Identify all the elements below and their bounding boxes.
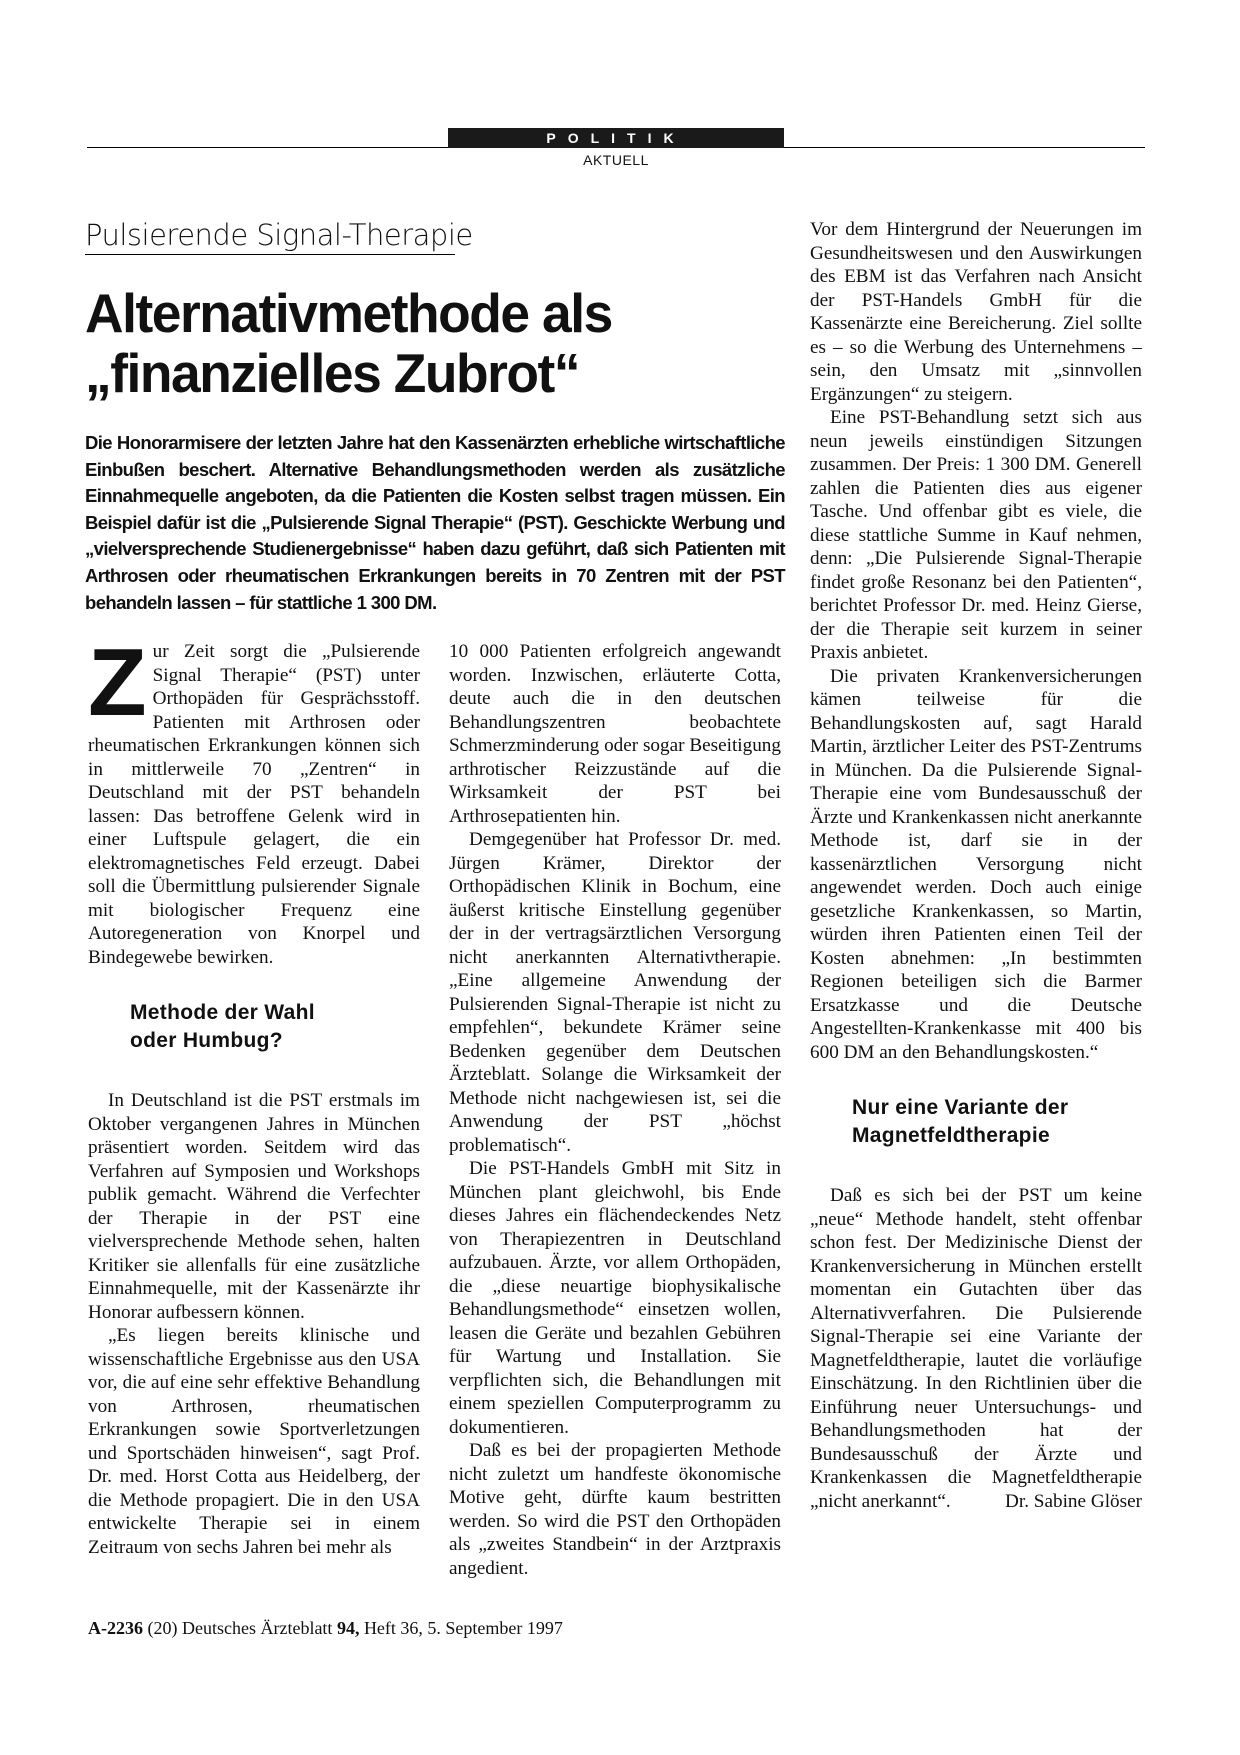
paragraph: Die privaten Krankenversicherungen kämen teilweise für die Behandlungskosten auf, sagt Harald Martin, ärztlicher Leiter des PST-Zentrums in München. Da die Pulsierende Signal-Therapie eine vom Bundesausschuß der Ärzte und Krankenkassen nicht anerkannte Methode ist, darf sie in der kassenärztlichen Versorgung nicht angewendet werden. Doch auch einige gesetzliche Krankenkassen, so Martin, würden ihren Patienten einen Teil der Kosten abnehmen: „In bestimmten Regionen beteiligen sich die Barmer Ersatzkasse und die Deutsche Angestellten-Krankenkasse mit 400 bis 600 DM an den Behandlungskosten.“ bbox=[810, 665, 1142, 1063]
subheading-line-2: oder Humbug? bbox=[130, 1029, 283, 1052]
page-footer bbox=[88, 1618, 563, 1639]
paragraph: Demgegenüber hat Professor Dr. med. Jürgen Krämer, Direktor der Orthopädischen Klinik in Bochum, eine äußerst kritische Einstellung gegenüber der in der vertragsärztlichen Versorgung nicht anerkannten Alternativtherapie. „Eine allgemeine Anwendung der Pulsierenden Signal-Therapie ist nicht zu empfehlen“, bekundete Krämer seine Bedenken gegenüber dem Deutschen Ärzteblatt. Solange die Wirksamkeit der Methode nicht nachgewiesen ist, sei die Anwendung der PST „höchst problematisch“. bbox=[449, 829, 781, 1156]
article-headline bbox=[85, 283, 764, 403]
drop-cap: Z bbox=[88, 629, 147, 736]
article-kicker: Pulsierende Signal-Therapie bbox=[85, 218, 455, 255]
article-column-3 bbox=[810, 218, 1142, 1513]
headline-line-1: Alternativmethode als bbox=[85, 282, 612, 344]
subheading-line-2: Magnetfeldtherapie bbox=[852, 1124, 1050, 1147]
footer-issue: Heft 36, 5. September 1997 bbox=[363, 1618, 563, 1638]
footer-publication: (20) Deutsches Ärzteblatt bbox=[147, 1618, 333, 1638]
paragraph bbox=[810, 1184, 1142, 1513]
paragraph: „Es liegen bereits klinische und wissenschaftliche Ergebnisse aus den USA vor, die auf eine sehr effektive Behandlung von Arthrosen, rheumatischen Erkrankungen sowie Sportverletzungen und Sportschäden hinweisen“, sagt Prof. Dr. med. Horst Cotta aus Heidelberg, der die Methode propagiert. Die in den USA entwickelte Therapie sei in einem Zeitraum von sechs Jahren bei mehr als bbox=[88, 1325, 420, 1558]
paragraph: Daß es bei der propagierten Methode nicht zuletzt um handfeste ökonomische Motive geht, dürfte kaum bestritten werden. So wird die PST den Orthopäden als „zweites Standbein“ in der Arztpraxis angedient. bbox=[449, 1440, 781, 1579]
subheading bbox=[130, 999, 420, 1055]
article-column-2 bbox=[449, 640, 781, 1580]
author-signature: Dr. Sabine Glöser bbox=[1005, 1490, 1142, 1512]
subheading bbox=[852, 1094, 1142, 1150]
subheading-line-1: Methode der Wahl bbox=[130, 1001, 315, 1024]
paragraph: 10 000 Patienten erfolgreich angewandt worden. Inzwischen, erläuterte Cotta, deute auch die in den deutschen Behandlungszentren beobachtete Schmerzminderung oder sogar Beseitigung arthrotischer Reizzustände auf die Wirksamkeit der PST bei Arthrosepatienten hin. bbox=[449, 641, 781, 827]
subsection-label: AKTUELL bbox=[583, 152, 649, 168]
paragraph-text: ur Zeit sorgt die „Pulsierende Signal Therapie“ (PST) unter Orthopäden für Gesprächsstoff. Patienten mit Arthrosen oder rheumatischen Erkrankungen können sich in mittlerweile 70 „Zentren“ in Deutschland mit der PST behandeln lassen: Das betroffene Gelenk wird in einer Luftspule gelagert, die ein elektromagnetisches Feld erzeugt. Dabei soll die Übermittlung pulsierender Signale mit biologischer Frequenz eine Autoregeneration von Knorpel und Bindegewebe bewirken. bbox=[88, 641, 420, 968]
paragraph: In Deutschland ist die PST erstmals im Oktober vergangenen Jahres in München präsentiert worden. Seitdem wird das Verfahren auf Symposien und Workshops publik gemacht. Während die Verfechter der Therapie in der PST eine vielversprechende Methode sehen, halten Kritiker sie allenfalls für eine zusätzliche Einnahmequelle, mit der Kassenärzte ihr Honorar aufbessern können. bbox=[88, 1090, 420, 1323]
footer-volume: 94, bbox=[336, 1618, 360, 1638]
section-label: POLITIK bbox=[448, 128, 784, 148]
headline-line-2: „finanzielles Zubrot“ bbox=[85, 342, 580, 404]
subheading-line-1: Nur eine Variante der bbox=[852, 1096, 1069, 1119]
page-number: A-2236 bbox=[88, 1618, 143, 1638]
article-column-1 bbox=[88, 629, 420, 1559]
paragraph: Eine PST-Behandlung setzt sich aus neun jeweils einstündigen Sitzungen zusammen. Der Preis: 1 300 DM. Generell zahlen die Patienten dies aus eigener Tasche. Und offenbar gibt es viele, die diese stattliche Summe in Kauf nehmen, denn: „Die Pulsierende Signal-Therapie findet große Resonanz bei den Patienten“, berichtet Professor Dr. med. Heinz Gierse, der die Therapie seit kurzem in seiner Praxis anbietet. bbox=[810, 407, 1142, 663]
paragraph: Die PST-Handels GmbH mit Sitz in München plant gleichwohl, bis Ende dieses Jahres ein flächendeckendes Netz von Therapiezentren in Deutschland aufzubauen. Ärzte, vor allem Orthopäden, die „diese neuartige biophysikalische Behandlungsmethode“ einsetzen wollen, leasen die Geräte und bezahlen Gebühren für Wartung und Installation. Sie verpflichten sich, die Behandlungen mit einem speziellen Computerprogramm zu dokumentieren. bbox=[449, 1158, 781, 1438]
paragraph: Vor dem Hintergrund der Neuerungen im Gesundheitswesen und den Auswirkungen des EBM ist das Verfahren nach Ansicht der PST-Handels GmbH für die Kassenärzte eine Bereicherung. Ziel sollte es – so die Werbung des Unternehmens – sein, den Umsatz mit „sinnvollen Ergänzungen“ zu steigern. bbox=[810, 219, 1142, 405]
article-lead: Die Honorarmisere der letzten Jahre hat den Kassenärzten erhebliche wirtschaftliche Einbußen beschert. Alternative Behandlungsmethoden werden als zusätzliche Einnahmequelle angeboten, da die Patienten die Kosten selbst tragen müssen. Ein Beispiel dafür ist die „Pulsierende Signal Therapie“ (PST). Geschickte Werbung und „vielversprechende Studienergebnisse“ haben dazu geführt, daß sich Patienten mit Arthrosen oder rheumatischen Erkrankungen bereits in 70 Zentren mit der PST behandeln lassen – für stattliche 1 300 DM. bbox=[85, 432, 785, 613]
paragraph bbox=[88, 629, 420, 969]
paragraph-text: Daß es sich bei der PST um keine „neue“ Methode handelt, steht offenbar schon fest. Der Medizinische Dienst der Krankenversicherung in München erstellt momentan ein Gutachten über das Alternativverfahren. Die Pulsierende Signal-Therapie sei eine Variante der Magnetfeldtherapie, lautet die vorläufige Einschätzung. In den Richtlinien über die Einführung neuer Untersuchungs- und Behandlungsmethoden hat der Bundesausschuß der Ärzte und Krankenkassen die Magnetfeldtherapie „nicht anerkannt“. bbox=[810, 1185, 1142, 1512]
